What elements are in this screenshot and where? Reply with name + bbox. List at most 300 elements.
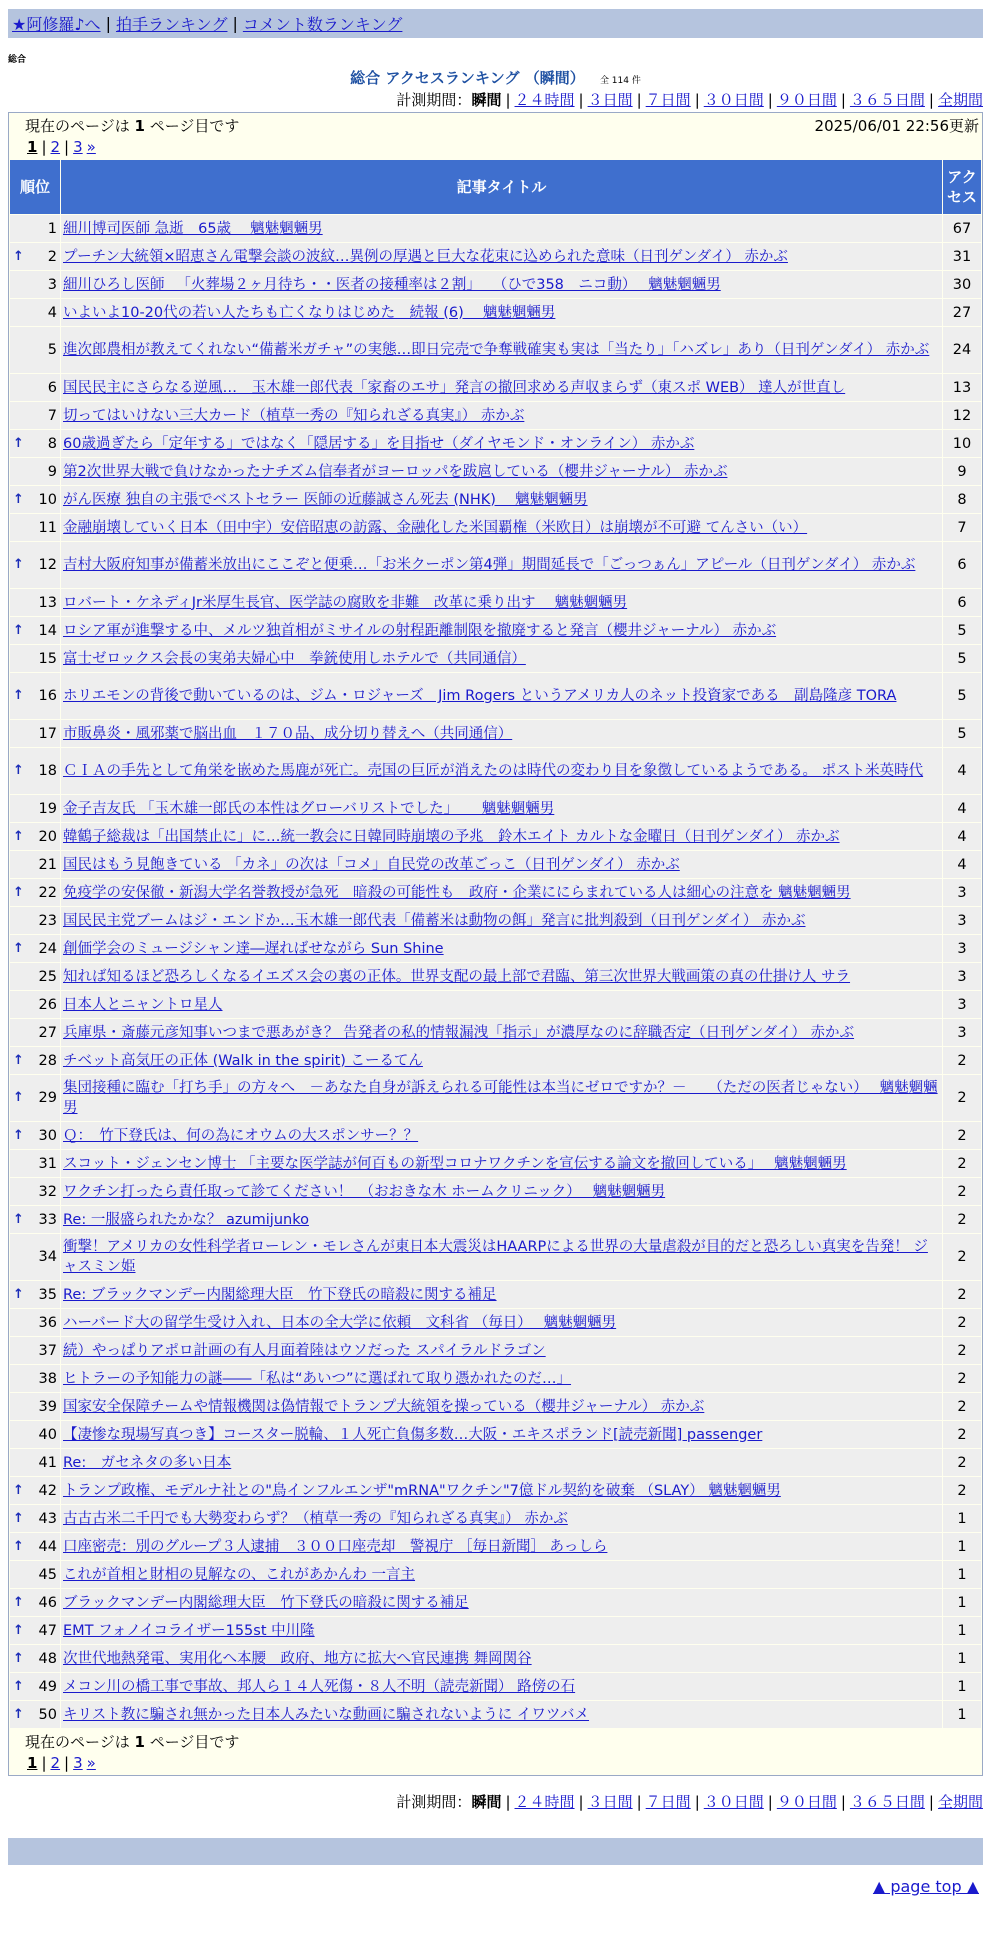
access-count: 1 <box>943 1701 981 1728</box>
rank-cell <box>10 589 60 616</box>
rank-number: 28 <box>38 1052 57 1069</box>
page-top-area <box>8 1877 983 1896</box>
up-arrow-icon: ↑ <box>13 1052 24 1068</box>
rank-cell <box>10 374 60 401</box>
access-count: 1 <box>943 1505 981 1532</box>
access-count: 10 <box>943 430 981 457</box>
article-link[interactable]: 免疫学の安保徹・新潟大学名誉教授が急死 暗殺の可能性も 政府・企業ににらまれている人は細心の注意を 魑魅魍魎男 <box>63 884 851 901</box>
table-row <box>10 374 981 401</box>
article-link[interactable]: トランプ政権、モデルナ社との"鳥インフルエンザ"mRNA"ワクチン"7億ドル契約を破棄 （SLAY） 魑魅魍魎男 <box>63 1482 781 1499</box>
access-count: 5 <box>943 617 981 644</box>
rank-number: 13 <box>38 594 57 611</box>
up-arrow-icon: ↑ <box>13 1678 24 1694</box>
article-link[interactable]: 細川ひろし医師 「火葬場２ヶ月待ち・・医者の接種率は２割」 （ひで358 ニコ動） 魑魅魍魎男 <box>63 276 721 293</box>
period-link-3[interactable]: ３０日間 <box>703 1793 764 1811</box>
rank-cell <box>10 673 60 719</box>
rank-number: 26 <box>38 996 57 1013</box>
title-cell <box>61 1337 942 1364</box>
rank-number: 45 <box>38 1566 57 1583</box>
rank-cell <box>10 907 60 934</box>
access-count: 3 <box>943 1019 981 1046</box>
article-link[interactable]: 兵庫県・斎藤元彦知事いつまで悪あがき？ 告発者の私的情報漏洩「指示」が濃厚なのに辞職否定（日刊ゲンダイ） 赤かぶ <box>63 1024 855 1041</box>
article-link[interactable]: Ｑ： 竹下登氏は、何の為にオウムの大スポンサー？？ <box>63 1127 419 1144</box>
period-separator: | <box>505 91 511 109</box>
rank-number: 47 <box>38 1622 57 1639</box>
title-column-header: 記事タイトル <box>61 160 942 214</box>
comment-ranking-link[interactable]: コメント数ランキング <box>242 15 403 34</box>
up-arrow-icon: ↑ <box>13 1594 24 1610</box>
article-link[interactable]: 続）やっぱりアポロ計画の有人月面着陸はウソだった スパイラルドラゴン <box>63 1342 546 1359</box>
table-row <box>10 748 981 794</box>
title-cell <box>61 1122 942 1149</box>
article-link[interactable]: ヒトラーの予知能力の謎――「私は“あいつ”に選ばれて取り憑かれたのだ…」 <box>63 1370 572 1387</box>
rank-number: 43 <box>38 1510 57 1527</box>
updated-timestamp: 2025/06/01 22:56更新 <box>814 117 979 135</box>
rank-number: 11 <box>38 519 57 536</box>
article-link[interactable]: ロバート・ケネディJr米厚生長官、医学誌の腐敗を非難 改革に乗り出す 魑魅魍魎男 <box>63 594 628 611</box>
article-link[interactable]: がん医療 独自の主張でベストセラー 医師の近藤誠さん死去 (NHK) 魑魅魍魎男 <box>63 491 588 508</box>
period-separator: | <box>505 1793 511 1811</box>
article-link[interactable]: ブラックマンデー内閣総理大臣 竹下登氏の暗殺に関する補足 <box>63 1594 469 1611</box>
article-link[interactable]: 第2次世界大戦で負けなかったナチズム信奉者がヨーロッパを跋扈している（櫻井ジャーナル） 赤かぶ <box>63 463 728 480</box>
rank-cell <box>10 430 60 457</box>
up-arrow-icon: ↑ <box>13 1622 24 1638</box>
title-cell <box>61 645 942 672</box>
article-link[interactable]: 市販鼻炎・風邪薬で脳出血 １７０品、成分切り替えへ（共同通信） <box>63 725 513 742</box>
title-cell <box>61 1533 942 1560</box>
rank-cell <box>10 1206 60 1233</box>
title-cell <box>61 1206 942 1233</box>
table-row <box>10 1617 981 1644</box>
period-link-3[interactable]: ３０日間 <box>703 91 764 109</box>
rank-cell <box>10 1589 60 1616</box>
period-selector-top <box>8 88 983 112</box>
article-link[interactable]: 切ってはいけない三大カード（植草一秀の『知られざる真実』） 赤かぶ <box>63 407 525 424</box>
table-row <box>10 514 981 541</box>
rank-number: 17 <box>38 725 57 742</box>
article-link[interactable]: 【凄惨な現場写真つき】コースター脱輪、１人死亡負傷多数…大阪・エキスポランド[読売新聞] passenger <box>63 1426 763 1443</box>
table-row <box>10 991 981 1018</box>
article-link[interactable]: 韓鶴子総裁は「出国禁止に」に…統一教会に日韓同時崩壊の予兆 鈴木エイト カルトな金曜日（日刊ゲンダイ） 赤かぶ <box>63 828 840 845</box>
up-arrow-icon: ↑ <box>13 1286 24 1302</box>
up-arrow-icon: ↑ <box>13 435 24 451</box>
period-link-0[interactable]: ２４時間 <box>514 1793 575 1811</box>
period-link-6[interactable]: 全期間 <box>937 1793 983 1811</box>
rank-cell <box>10 823 60 850</box>
period-separator: | <box>636 91 642 109</box>
article-link[interactable]: Re: ブラックマンデー内閣総理大臣 竹下登氏の暗殺に関する補足 <box>63 1286 497 1303</box>
table-row <box>10 617 981 644</box>
access-count: 2 <box>943 1365 981 1392</box>
access-count: 4 <box>943 823 981 850</box>
table-row <box>10 1421 981 1448</box>
rank-cell <box>10 299 60 326</box>
access-count: 1 <box>943 1673 981 1700</box>
rank-number: 21 <box>38 856 57 873</box>
top-nav-bar <box>8 9 983 38</box>
period-link-4[interactable]: ９０日間 <box>776 91 837 109</box>
period-link-2[interactable]: ７日間 <box>645 91 691 109</box>
period-separator: | <box>767 91 773 109</box>
title-cell <box>61 1178 942 1205</box>
page-top-link[interactable]: ▲ page top ▲ <box>872 1877 979 1896</box>
access-count: 2 <box>943 1122 981 1149</box>
title-cell <box>61 243 942 270</box>
access-count: 2 <box>943 1150 981 1177</box>
rank-number: 16 <box>38 688 57 704</box>
article-link[interactable]: プーチン大統領×昭恵さん電撃会談の波紋…異例の厚遇と巨大な花束に込められた意味（日刊ゲンダイ） 赤かぶ <box>63 248 788 265</box>
article-link[interactable]: 口座密売：別のグループ３人逮捕 ３００口座売却 警視庁 ［毎日新聞］ あっしら <box>63 1538 608 1555</box>
period-separator: | <box>578 1793 584 1811</box>
access-count: 2 <box>943 1309 981 1336</box>
rank-number: 25 <box>38 968 57 985</box>
title-cell <box>61 991 942 1018</box>
rank-cell <box>10 935 60 962</box>
article-link[interactable]: 富士ゼロックス会長の実弟夫婦心中 拳銃使用しホテルで（共同通信） <box>63 650 526 667</box>
article-link[interactable]: ワクチン打ったら責任取って診てください！ （おおきな木 ホームクリニック） 魑魅魍魎男 <box>63 1183 666 1200</box>
article-link[interactable]: いよいよ10-20代の若い人たちも亡くなりはじめた 続報 (6) 魑魅魍魎男 <box>63 304 556 321</box>
title-cell <box>61 1701 942 1728</box>
pager-link-2[interactable]: » <box>86 138 96 156</box>
access-count: 1 <box>943 1561 981 1588</box>
rank-number: 44 <box>38 1538 57 1555</box>
article-link[interactable]: Re: 一服盛られたかな？ azumijunko <box>63 1211 309 1228</box>
title-cell <box>61 1589 942 1616</box>
period-separator: | <box>578 91 584 109</box>
title-cell <box>61 879 942 906</box>
period-link-5[interactable]: ３６５日間 <box>849 91 925 109</box>
period-separator: | <box>928 1793 934 1811</box>
up-arrow-icon: ↑ <box>13 1650 24 1666</box>
access-count: 2 <box>943 1477 981 1504</box>
access-count: 2 <box>943 1421 981 1448</box>
period-current: 瞬間 <box>471 1793 502 1811</box>
access-count: 67 <box>943 215 981 242</box>
table-row <box>10 851 981 878</box>
access-count: 2 <box>943 1337 981 1364</box>
access-count: 6 <box>943 589 981 616</box>
nav-separator: | <box>232 14 238 33</box>
access-count: 4 <box>943 851 981 878</box>
rank-cell <box>10 1645 60 1672</box>
article-link[interactable]: ハーバード大の留学生受け入れ、日本の全大学に依頼 文科省 （毎日） 魑魅魍魎男 <box>63 1314 617 1331</box>
article-link[interactable]: 次世代地熱発電、実用化へ本腰 政府、地方に拡大へ官民連携 舞岡関谷 <box>63 1650 532 1667</box>
period-link-5[interactable]: ３６５日間 <box>849 1793 925 1811</box>
title-cell <box>61 430 942 457</box>
table-row <box>10 1019 981 1046</box>
table-row <box>10 215 981 242</box>
article-link[interactable]: 古古古米二千円でも大勢変わらず？（植草一秀の『知られざる真実』） 赤かぶ <box>63 1510 568 1527</box>
rank-cell <box>10 963 60 990</box>
pager-link-1[interactable]: 3 <box>73 138 83 156</box>
title-cell <box>61 542 942 588</box>
rank-number: 24 <box>38 940 57 957</box>
pager-current: 1 <box>27 1754 38 1772</box>
table-row <box>10 1393 981 1420</box>
table-row <box>10 589 981 616</box>
pager-separator: | <box>64 138 70 156</box>
rank-number: 4 <box>47 304 57 321</box>
rank-number: 31 <box>38 1155 57 1172</box>
period-link-0[interactable]: ２４時間 <box>514 91 575 109</box>
access-count: 2 <box>943 1393 981 1420</box>
title-cell <box>61 851 942 878</box>
period-link-1[interactable]: ３日間 <box>587 91 633 109</box>
period-link-6[interactable]: 全期間 <box>937 91 983 109</box>
access-count: 6 <box>943 542 981 588</box>
title-cell <box>61 374 942 401</box>
rank-cell <box>10 991 60 1018</box>
period-label: 計測期間： <box>396 1793 472 1811</box>
title-cell <box>61 327 942 373</box>
rank-number: 49 <box>38 1678 57 1695</box>
access-count: 1 <box>943 1533 981 1560</box>
article-link[interactable]: これが首相と財相の見解なの、これがあかんわ 一言主 <box>63 1566 416 1583</box>
access-count: 1 <box>943 1617 981 1644</box>
title-cell <box>61 748 942 794</box>
access-count: 3 <box>943 963 981 990</box>
period-separator: | <box>636 1793 642 1811</box>
article-link[interactable]: 金子吉友氏 「玉木雄一郎氏の本性はグローバリストでした」 魑魅魍魎男 <box>63 800 555 817</box>
up-arrow-icon: ↑ <box>13 1706 24 1722</box>
title-cell <box>61 271 942 298</box>
article-link[interactable]: 集団接種に臨む「打ち手」の方々へ －あなた自身が訴えられる可能性は本当にゼロですか？－ （ただの医者じゃない） 魑魅魍魎男 <box>63 1080 938 1116</box>
article-link[interactable]: 日本人とニャントロ星人 <box>63 996 223 1013</box>
title-cell <box>61 486 942 513</box>
rank-number: 22 <box>38 884 57 901</box>
rank-number: 7 <box>47 407 57 424</box>
pager-current: 1 <box>27 138 38 156</box>
article-link[interactable]: スコット・ジェンセン博士 「主要な医学誌が何百もの新型コロナワクチンを宣伝する論文を撤回している」 魑魅魍魎男 <box>63 1155 847 1172</box>
up-arrow-icon: ↑ <box>13 1538 24 1554</box>
rank-number: 12 <box>38 557 57 573</box>
article-link[interactable]: ホリエモンの背後で動いているのは、ジム・ロジャーズ Jim Rogers というアメリカ人のネット投資家である 副島隆彦 TORA <box>63 688 897 704</box>
pager-top <box>9 137 982 159</box>
article-link[interactable]: チベット高気圧の正体 (Walk in the spirit) こーるてん <box>63 1052 423 1069</box>
article-link[interactable]: 国民民主党ブームはジ・エンドか…玉木雄一郎代表「備蓄米は動物の餌」発言に批判殺到（日刊ゲンダイ） 赤かぶ <box>63 912 806 929</box>
article-link[interactable]: キリスト教に騙され無かった日本人みたいな動画に騙されないように イワツバメ <box>63 1706 590 1723</box>
ranking-table <box>9 159 982 1729</box>
access-count: 2 <box>943 1281 981 1308</box>
table-row <box>10 1645 981 1672</box>
article-link[interactable]: 吉村大阪府知事が備蓄米放出にここぞと便乗…「お米クーポン第4弾」期間延長で「ごっつぁん」アピール（日刊ゲンダイ） 赤かぶ <box>63 557 916 573</box>
up-arrow-icon: ↑ <box>13 1211 24 1227</box>
rank-cell <box>10 1337 60 1364</box>
rank-number: 33 <box>38 1211 57 1228</box>
access-count: 3 <box>943 907 981 934</box>
rank-number: 46 <box>38 1594 57 1611</box>
table-row <box>10 1309 981 1336</box>
ranking-body <box>10 215 981 1728</box>
table-row <box>10 1122 981 1149</box>
title-cell <box>61 673 942 719</box>
pager-link-2[interactable]: » <box>86 1754 96 1772</box>
access-count: 2 <box>943 1178 981 1205</box>
rank-column-header: 順位 <box>10 160 60 214</box>
article-link[interactable]: ロシア軍が進撃する中、メルツ独首相がミサイルの射程距離制限を撤廃すると発言（櫻井ジャーナル） 赤かぶ <box>63 622 777 639</box>
article-link[interactable]: 創価学会のミュージシャン達―遅ればせながら Sun Shine <box>63 940 444 957</box>
access-count: 9 <box>943 458 981 485</box>
rank-number: 9 <box>47 463 57 480</box>
title-cell <box>61 1393 942 1420</box>
access-count: 31 <box>943 243 981 270</box>
access-count: 24 <box>943 327 981 373</box>
table-row <box>10 542 981 588</box>
rank-number: 29 <box>38 1090 57 1106</box>
pager-link-1[interactable]: 3 <box>73 1754 83 1772</box>
rank-number: 1 <box>47 220 57 237</box>
pager-separator: | <box>41 1754 47 1772</box>
home-link[interactable]: ★阿修羅♪へ <box>12 15 101 34</box>
article-link[interactable]: 60歳過ぎたら「定年する」ではなく「隠居する」を目指せ（ダイヤモンド・オンライン） 赤かぶ <box>63 435 695 452</box>
title-cell <box>61 215 942 242</box>
count-column-header: アクセス <box>943 160 981 214</box>
title-cell <box>61 1281 942 1308</box>
up-arrow-icon: ↑ <box>13 622 24 638</box>
rank-number: 2 <box>47 248 57 265</box>
rank-cell <box>10 458 60 485</box>
period-link-1[interactable]: ３日間 <box>587 1793 633 1811</box>
page-info-bottom <box>9 1729 982 1753</box>
rank-cell <box>10 542 60 588</box>
title-cell <box>61 963 942 990</box>
table-row <box>10 1533 981 1560</box>
access-count: 5 <box>943 645 981 672</box>
pager-separator: | <box>41 138 47 156</box>
rank-cell <box>10 1281 60 1308</box>
table-row <box>10 1206 981 1233</box>
article-link[interactable]: ＣＩＡの手先として角栄を嵌めた馬鹿が死亡。売国の巨匠が消えたのは時代の変わり目を象徴しているようである。 ポスト米英時代 <box>63 763 924 779</box>
rank-cell <box>10 1505 60 1532</box>
article-link[interactable]: 細川博司医師 急逝 65歳 魑魅魍魎男 <box>63 220 323 237</box>
table-row <box>10 1075 981 1121</box>
article-link[interactable]: EMT フォノイコライザー155st 中川隆 <box>63 1622 315 1639</box>
up-arrow-icon: ↑ <box>13 828 24 844</box>
table-row <box>10 1047 981 1074</box>
rank-number: 19 <box>38 800 57 817</box>
period-separator: | <box>767 1793 773 1811</box>
table-row <box>10 823 981 850</box>
article-link[interactable]: 国民はもう見飽きている 「カネ」の次は「コメ」自民党の改革ごっこ（日刊ゲンダイ） 赤かぶ <box>63 856 680 873</box>
table-row <box>10 271 981 298</box>
rank-cell <box>10 795 60 822</box>
rank-number: 42 <box>38 1482 57 1499</box>
article-link[interactable]: メコン川の橋工事で事故、邦人ら１４人死傷・８人不明（読売新聞） 路傍の石 <box>63 1678 576 1695</box>
rank-number: 34 <box>38 1249 57 1265</box>
rank-number: 6 <box>47 379 57 396</box>
up-arrow-icon: ↑ <box>13 1127 24 1143</box>
article-link[interactable]: Re: ガセネタの多い日本 <box>63 1454 232 1471</box>
article-link[interactable]: 衝撃！アメリカの女性科学者ローレン・モレさんが東日本大震災はHAARPによる世界の大量虐殺が目的だと恐ろしい真実を告発！ ジャスミン姫 <box>63 1239 928 1275</box>
period-selector-bottom <box>8 1790 983 1814</box>
table-row <box>10 1589 981 1616</box>
rank-number: 35 <box>38 1286 57 1303</box>
title-cell <box>61 299 942 326</box>
category-label: 総合 <box>8 55 27 65</box>
up-arrow-icon: ↑ <box>13 248 24 264</box>
period-separator: | <box>840 1793 846 1811</box>
title-cell <box>61 720 942 747</box>
rank-number: 39 <box>38 1398 57 1415</box>
rank-number: 5 <box>47 342 57 358</box>
table-row <box>10 1673 981 1700</box>
access-count: 3 <box>943 935 981 962</box>
title-cell <box>61 1019 942 1046</box>
period-separator: | <box>694 1793 700 1811</box>
title-cell <box>61 1505 942 1532</box>
period-link-4[interactable]: ９０日間 <box>776 1793 837 1811</box>
rank-cell <box>10 851 60 878</box>
rank-cell <box>10 1047 60 1074</box>
page-title <box>8 68 983 88</box>
rank-number: 32 <box>38 1183 57 1200</box>
article-link[interactable]: 進次郎農相が教えてくれない“備蓄米ガチャ”の実態…即日完売で争奪戦確実も実は「当たり」「ハズレ」あり（日刊ゲンダイ） 赤かぶ <box>63 342 930 358</box>
rank-cell <box>10 486 60 513</box>
table-row <box>10 1234 981 1280</box>
rank-cell <box>10 243 60 270</box>
title-cell <box>61 458 942 485</box>
nav-separator: | <box>105 14 111 33</box>
access-count: 2 <box>943 1047 981 1074</box>
page-info-top <box>9 113 982 137</box>
access-count: 8 <box>943 486 981 513</box>
up-arrow-icon: ↑ <box>13 940 24 956</box>
period-separator: | <box>694 91 700 109</box>
article-link[interactable]: 国家安全保障チームや情報機関は偽情報でトランプ大統領を操っている（櫻井ジャーナル） 赤かぶ <box>63 1398 705 1415</box>
rank-cell <box>10 1393 60 1420</box>
table-row <box>10 673 981 719</box>
pager-separator: | <box>64 1754 70 1772</box>
title-cell <box>61 1645 942 1672</box>
rank-number: 41 <box>38 1454 57 1471</box>
article-link[interactable]: 金融崩壊していく日本（田中宇）安倍昭恵の訪露、金融化した米国覇権（米欧日）は崩壊が不可避 てんさい（い） <box>63 519 808 536</box>
rank-number: 23 <box>38 912 57 929</box>
pager-link-0[interactable]: 2 <box>50 1754 61 1772</box>
title-cell <box>61 1234 942 1280</box>
period-link-2[interactable]: ７日間 <box>645 1793 691 1811</box>
access-count: 13 <box>943 374 981 401</box>
access-count: 2 <box>943 1234 981 1280</box>
rank-cell <box>10 1019 60 1046</box>
title-cell <box>61 1075 942 1121</box>
rank-number: 40 <box>38 1426 57 1443</box>
table-row <box>10 1449 981 1476</box>
access-count: 5 <box>943 673 981 719</box>
title-cell <box>61 1561 942 1588</box>
rank-cell <box>10 879 60 906</box>
table-row <box>10 1701 981 1728</box>
title-cell <box>61 1365 942 1392</box>
table-row <box>10 327 981 373</box>
rank-number: 36 <box>38 1314 57 1331</box>
rank-cell <box>10 402 60 429</box>
rank-number: 30 <box>38 1127 57 1144</box>
article-link[interactable]: 国民民主にさらなる逆風… 玉木雄一郎代表「家畜のエサ」発言の撤回求める声収まらず（東スポ WEB） 達人が世直し <box>63 379 846 396</box>
title-cell <box>61 1150 942 1177</box>
title-cell <box>61 514 942 541</box>
pager-link-0[interactable]: 2 <box>50 138 61 156</box>
rank-number: 50 <box>38 1706 57 1723</box>
title-cell <box>61 1449 942 1476</box>
rank-cell <box>10 1122 60 1149</box>
applause-ranking-link[interactable]: 拍手ランキング <box>115 15 228 34</box>
article-link[interactable]: 知れば知るほど恐ろしくなるイエズス会の裏の正体。世界支配の最上部で君臨、第三次世界大戦画策の真の仕掛け人 サラ <box>63 968 851 985</box>
rank-number: 3 <box>47 276 57 293</box>
rank-cell <box>10 617 60 644</box>
rank-cell <box>10 215 60 242</box>
title-cell <box>61 1421 942 1448</box>
title-cell <box>61 402 942 429</box>
